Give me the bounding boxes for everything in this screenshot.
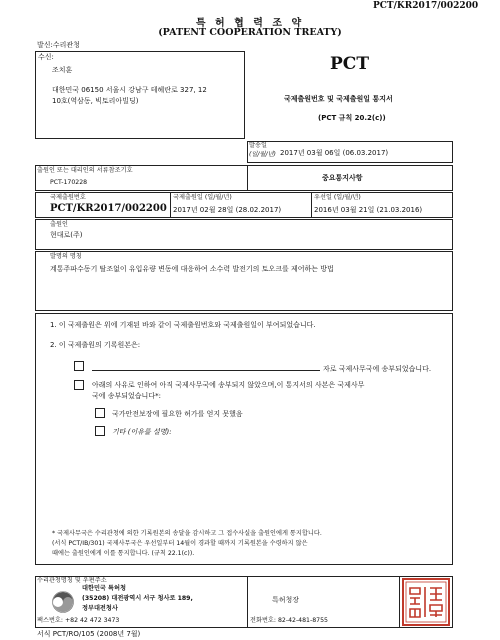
sender-label: 발신:수리관청	[37, 41, 80, 49]
treaty-title-english: (PATENT COOPERATION TREATY)	[158, 27, 342, 38]
recipient-address-line1: 대한민국 06150 서울시 강남구 테헤란로 327, 12	[52, 86, 207, 94]
notices-box	[35, 313, 453, 565]
applicant-name: 현대로(주)	[50, 231, 83, 239]
notice-item-2: 2. 이 국제출원의 기록원본은:	[50, 341, 141, 349]
reference-value: PCT-170228	[50, 179, 88, 186]
option-a-date-blank	[92, 370, 320, 371]
invention-box	[35, 251, 453, 311]
dispatch-date-value: 2017년 03월 06일 (06.03.2017)	[280, 149, 389, 157]
dispatch-date-format: (일/월/년)	[249, 151, 276, 158]
sub-option-1-checkbox[interactable]	[95, 408, 105, 418]
fax-number: 팩스번호: +82 42 472 3473	[37, 617, 120, 624]
sub-option-1-text: 국가안전보장에 필요한 허가를 얻지 못했음	[112, 410, 243, 418]
recipient-name: 조치훈	[52, 66, 73, 74]
dispatch-date-label: 발송일	[249, 142, 267, 149]
office-label: 수리관청명칭 및 우편주소	[37, 577, 107, 584]
option-b-line2: 국에 송부되었습니다*:	[92, 392, 161, 400]
applicant-box	[35, 219, 453, 250]
authorized-officer: 특허청장	[272, 596, 300, 604]
footnote-line1: * 국제사무국은 수리관청에 의한 기록원본의 송달을 감시하고 그 접수사실을 출원인에게 통지합니다.	[52, 530, 322, 537]
sub-option-2-text: 기타 (이유를 설명):	[112, 428, 172, 436]
option-b-checkbox[interactable]	[74, 380, 84, 390]
reference-label: 출원인 또는 대리인의 서류참조기호	[37, 167, 133, 174]
sub-option-2-checkbox[interactable]	[95, 426, 105, 436]
korea-emblem-icon	[52, 591, 74, 613]
form-identifier: 서식 PCT/RO/105 (2008년 7월)	[37, 630, 141, 638]
option-a-text: 자로 국제사무국에 송부되었습니다.	[323, 365, 432, 373]
header-doc-number: PCT/KR2017/002200	[373, 1, 479, 11]
option-a-checkbox[interactable]	[74, 361, 84, 371]
recipient-address-line2: 10호(역삼동, 빅토리아빌딩)	[52, 97, 139, 105]
office-line3: 정부대전청사	[82, 605, 118, 612]
notice-item-1: 1. 이 국제출원은 위에 기재된 바와 같이 국제출원번호와 국제출원일이 부여되었습니다.	[50, 321, 316, 329]
recipient-box	[35, 51, 245, 139]
app-number-label: 국제출원번호	[50, 194, 86, 201]
rule-reference: (PCT 규칙 20.2(c))	[318, 114, 386, 122]
applicant-label: 출원인	[50, 221, 68, 228]
pct-logo: PCT	[330, 54, 369, 74]
invention-title: 계통주파수동기 탈조없이 유입유량 변동에 대응하여 소수력 발전기의 토오크를 제어하는 방법	[50, 265, 334, 273]
app-number: PCT/KR2017/002200	[50, 203, 167, 214]
official-seal-icon	[402, 578, 450, 626]
option-b-line1: 아래의 사유로 인하여 아직 국제사무국에 송부되지 않았으며,이 통지서의 사본은 국제사무	[92, 381, 365, 389]
priority-date-label: 우선일 (일/월/년)	[314, 194, 361, 201]
important-notice: 중요통지사항	[322, 174, 363, 182]
treaty-title-korean: 특 허 협 력 조 약	[195, 18, 305, 29]
priority-date: 2016년 03월 21일 (21.03.2016)	[314, 206, 423, 214]
filing-date: 2017년 02월 28일 (28.02.2017)	[173, 206, 282, 214]
notice-title: 국제출원번호 및 국제출원일 통지서	[284, 95, 393, 103]
office-line1: 대한민국 특허청	[82, 585, 126, 592]
phone-number: 전화번호: 82-42-481-8755	[250, 617, 328, 624]
recipient-label: 수신:	[38, 53, 54, 61]
filing-date-label: 국제출원일 (일/월/년)	[173, 194, 232, 201]
footnote-line2: (서식 PCT/IB/301) 국제사무국은 우선일부터 14월이 경과할 때까지 기록원본을 수령하지 않은	[52, 540, 308, 547]
footnote-line3: 때에는 출원인에게 이를 통지합니다. (규칙 22.1(c)).	[52, 550, 195, 557]
invention-label: 발명의 명칭	[50, 253, 82, 260]
office-line2: (35208) 대전광역시 서구 청사로 189,	[82, 595, 193, 602]
